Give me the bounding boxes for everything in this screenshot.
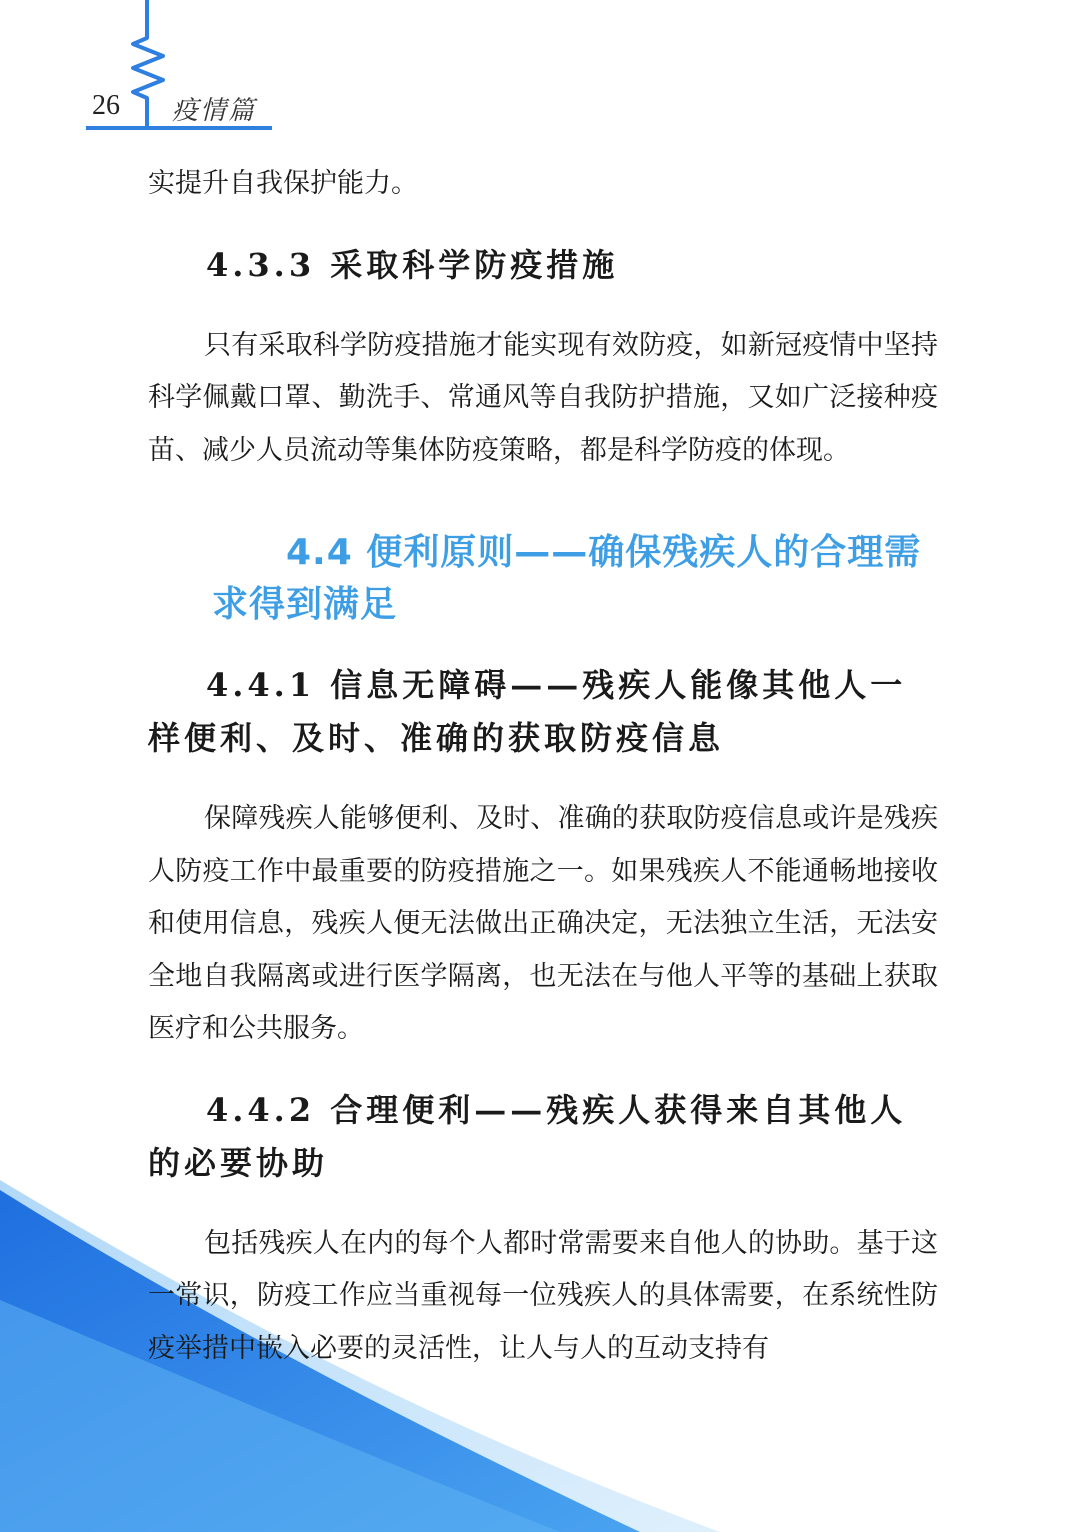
section-heading-4-3-3: 4.3.3 采取科学防疫措施: [206, 245, 619, 284]
chapter-title: 疫情篇: [172, 96, 257, 126]
paragraph-continuation: 实提升自我保护能力。: [148, 168, 418, 199]
header-decoration: [0, 0, 300, 150]
page-number: 26: [92, 90, 120, 121]
paragraph-4-3-3: 只有采取科学防疫措施才能实现有效防疫，如新冠疫情中坚持科学佩戴口罩、勤洗手、常通风等自我防护措施，又如广泛接种疫苗、减少人员流动等集体防疫策略，都是科学防疫的体现。: [148, 329, 938, 466]
section-heading-4-4-1: 4.4.1 信息无障碍——残疾人能像其他人一样便利、及时、准确的获取防疫信息: [148, 666, 907, 757]
page-content: [148, 158, 938, 1375]
paragraph-4-4-2: 包括残疾人在内的每个人都时常需要来自他人的协助。基于这一常识，防疫工作应当重视每一位残疾人的具体需要，在系统性防疫举措中嵌入必要的灵活性，让人与人的互动支持有: [148, 1227, 938, 1364]
section-heading-4-4: 4.4 便利原则——确保残疾人的合理需求得到满足: [212, 532, 922, 625]
section-heading-4-4-2: 4.4.2 合理便利——残疾人获得来自其他人的必要协助: [148, 1090, 907, 1182]
paragraph-4-4-1: 保障残疾人能够便利、及时、准确的获取防疫信息或许是残疾人防疫工作中最重要的防疫措施之一。如果残疾人不能通畅地接收和使用信息，残疾人便无法做出正确决定，无法独立生活，无法安全地自我隔离或进行医学隔离，也无法在与他人平等的基础上获取医疗和公共服务。: [148, 803, 938, 1044]
